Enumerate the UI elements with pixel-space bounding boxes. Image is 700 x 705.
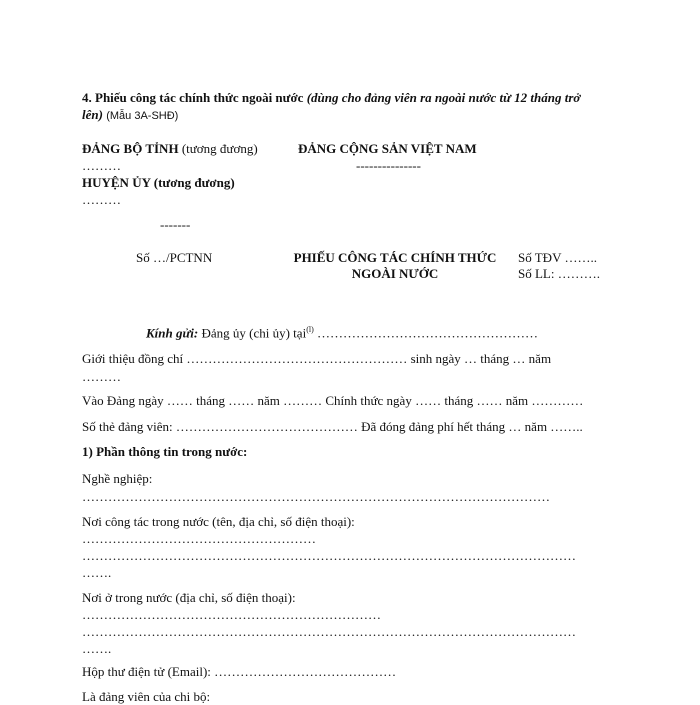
- district-dots: ………: [82, 192, 121, 207]
- workplace-dots-1: ………………………………………………: [82, 531, 316, 546]
- province-dots: ………: [82, 158, 121, 173]
- form-heading-italic-2: lên): [82, 107, 103, 122]
- header-right-dash: ---------------: [356, 158, 421, 173]
- form-heading-italic-1: (dùng cho đảng viên ra ngoài nước từ 12 tháng trở: [306, 90, 581, 105]
- introduce-line: Giới thiệu đồng chí …………………………………………… sinh ngày … tháng … năm: [82, 351, 552, 366]
- occupation-label: Nghề nghiệp:: [82, 471, 153, 486]
- residence-label: Nơi ở trong nước (địa chỉ, số điện thoại):: [82, 590, 296, 605]
- workplace-dots-2: ……………………………………………………………………………………………………: [82, 548, 576, 563]
- member-card-line: Số thẻ đảng viên: …………………………………… Đã đóng đảng phí hết tháng … năm ……..: [82, 419, 583, 434]
- addressee-label: Kính gửi:: [146, 325, 199, 341]
- residence-dots-1: ……………………………………………………………: [82, 607, 381, 622]
- form-heading-prefix: 4. Phiếu công tác chính thức ngoài nước: [82, 90, 304, 105]
- residence-dots-3: …….: [82, 641, 112, 656]
- party-name: ĐẢNG CỘNG SẢN VIỆT NAM: [298, 141, 477, 156]
- introduce-dots: ………: [82, 369, 121, 384]
- form-heading: [82, 90, 580, 106]
- template-code: (Mẫu 3A-SHĐ): [106, 110, 179, 122]
- footnote-marker: (l): [306, 325, 314, 334]
- doc-title-line2: NGOÀI NƯỚC: [351, 265, 439, 281]
- form-heading-line2: [82, 107, 178, 123]
- addressee-line: [146, 325, 538, 341]
- province-note: (tương đương): [181, 141, 258, 156]
- doc-number: Số …/PCTNN: [136, 250, 213, 265]
- occupation-dots: ………………………………………………………………………………………………: [82, 489, 550, 504]
- workplace-dots-3: …….: [82, 565, 112, 580]
- addressee-dots: ……………………………………………: [313, 325, 538, 341]
- district-committee-label: HUYỆN ỦY (tương đương): [82, 175, 235, 190]
- so-ll: Số LL: ……….: [518, 266, 600, 281]
- province-label: ĐẢNG BỘ TỈNH: [82, 141, 179, 156]
- party-committee-province: [82, 141, 258, 157]
- workplace-label: Nơi công tác trong nước (tên, địa chỉ, số điện thoại):: [82, 514, 355, 529]
- residence-dots-2: ……………………………………………………………………………………………………: [82, 624, 576, 639]
- section-domestic-info: 1) Phần thông tin trong nước:: [82, 444, 248, 459]
- email-line: Hộp thư điện tử (Email): ……………………………………: [82, 664, 397, 679]
- party-cell-line: Là đảng viên của chi bộ:: [82, 689, 211, 704]
- doc-title-line1: PHIẾU CÔNG TÁC CHÍNH THỨC: [293, 250, 497, 265]
- so-tdv: Số TĐV ……..: [518, 250, 597, 265]
- header-left-dash: -------: [160, 217, 191, 232]
- addressee-text: Đảng ủy (chi ủy) tại: [201, 325, 307, 341]
- join-date-line: Vào Đảng ngày …… tháng …… năm ……… Chính thức ngày …… tháng …… năm …………: [82, 393, 584, 408]
- doc-title: [280, 250, 510, 281]
